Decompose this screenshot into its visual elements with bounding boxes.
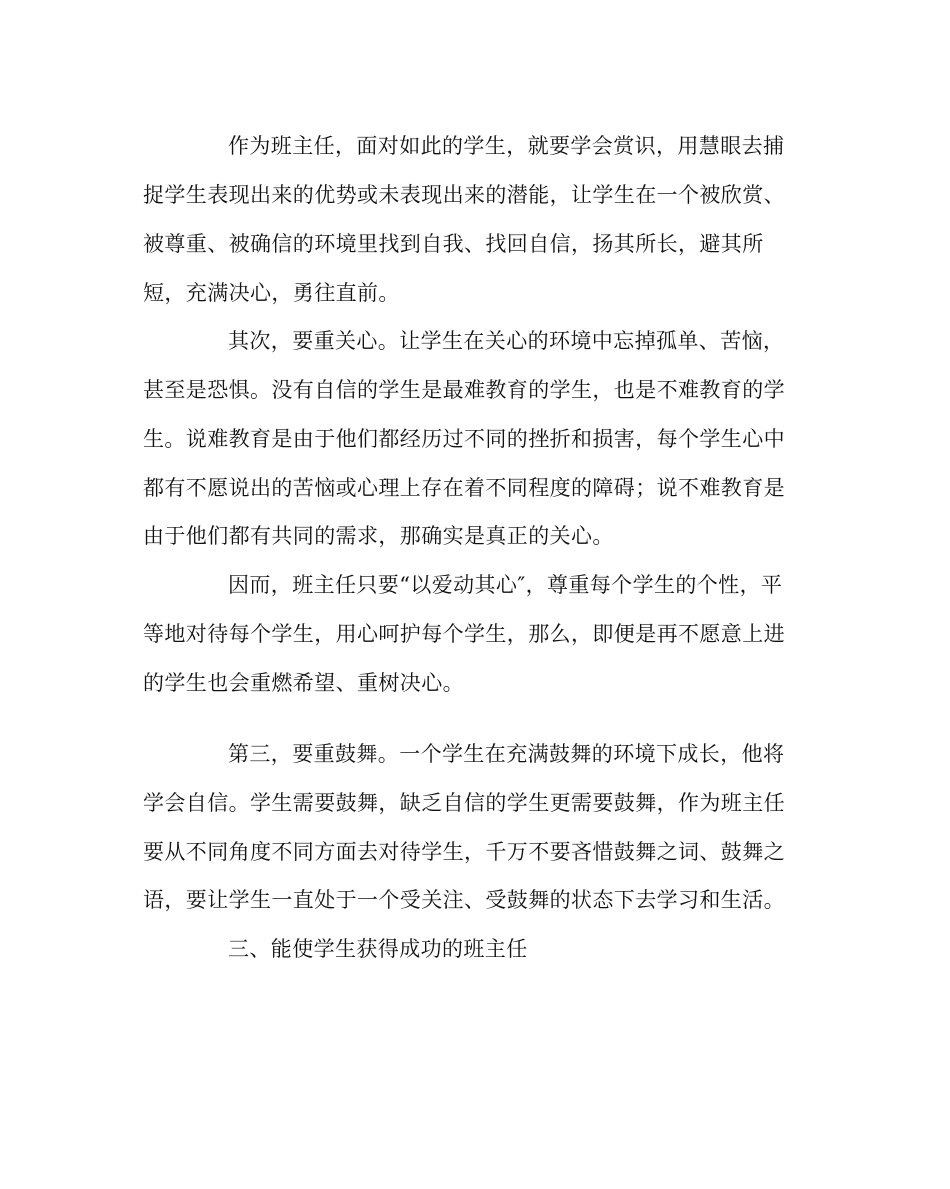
paragraph-1-line-2: 捉学生表现出来的优势或未表现出来的潜能，让学生在一个被欣赏、 — [143, 183, 785, 207]
paragraph-1-line-3: 被尊重、被确信的环境里找到自我、找回自信，扬其所长，避其所 — [143, 232, 764, 256]
paragraph-4-line-3: 要从不同角度不同方面去对待学生，千万不要吝惜鼓舞之词、鼓舞之 — [143, 840, 785, 864]
paragraph-4-line-2: 学会自信。学生需要鼓舞，缺乏自信的学生更需要鼓舞，作为班主任 — [143, 791, 785, 815]
paragraph-2-line-5: 由于他们都有共同的需求，那确实是真正的关心。 — [143, 524, 614, 548]
paragraph-2-line-3: 生。说难教育是由于他们都经历过不同的挫折和损害，每个学生心中 — [143, 427, 785, 451]
paragraph-3-line-2: 等地对待每个学生，用心呵护每个学生，那么，即便是再不愿意上进 — [143, 622, 785, 646]
paragraph-2-line-1: 其次，要重关心。让学生在关心的环境中忘掉孤单、苦恼， — [228, 329, 785, 353]
paragraph-4-line-1: 第三，要重鼓舞。一个学生在充满鼓舞的环境下成长，他将 — [228, 742, 785, 766]
paragraph-3-line-3: 的学生也会重燃希望、重树决心。 — [143, 671, 464, 695]
paragraph-4-line-4: 语，要让学生一直处于一个受关注、受鼓舞的状态下去学习和生活。 — [143, 888, 785, 912]
paragraph-1-line-1: 作为班主任，面对如此的学生，就要学会赏识，用慧眼去捕 — [228, 134, 785, 158]
paragraph-2-line-2: 甚至是恐惧。没有自信的学生是最难教育的学生，也是不难教育的学 — [143, 378, 785, 402]
paragraph-2-line-4: 都有不愿说出的苦恼或心理上存在着不同程度的障碍；说不难教育是 — [143, 476, 785, 500]
section-heading: 三、能使学生获得成功的班主任 — [228, 937, 528, 961]
paragraph-1-line-4: 短，充满决心，勇往直前。 — [143, 281, 400, 305]
paragraph-3-line-1: 因而，班主任只要“以爱动其心″，尊重每个学生的个性，平 — [228, 573, 783, 597]
